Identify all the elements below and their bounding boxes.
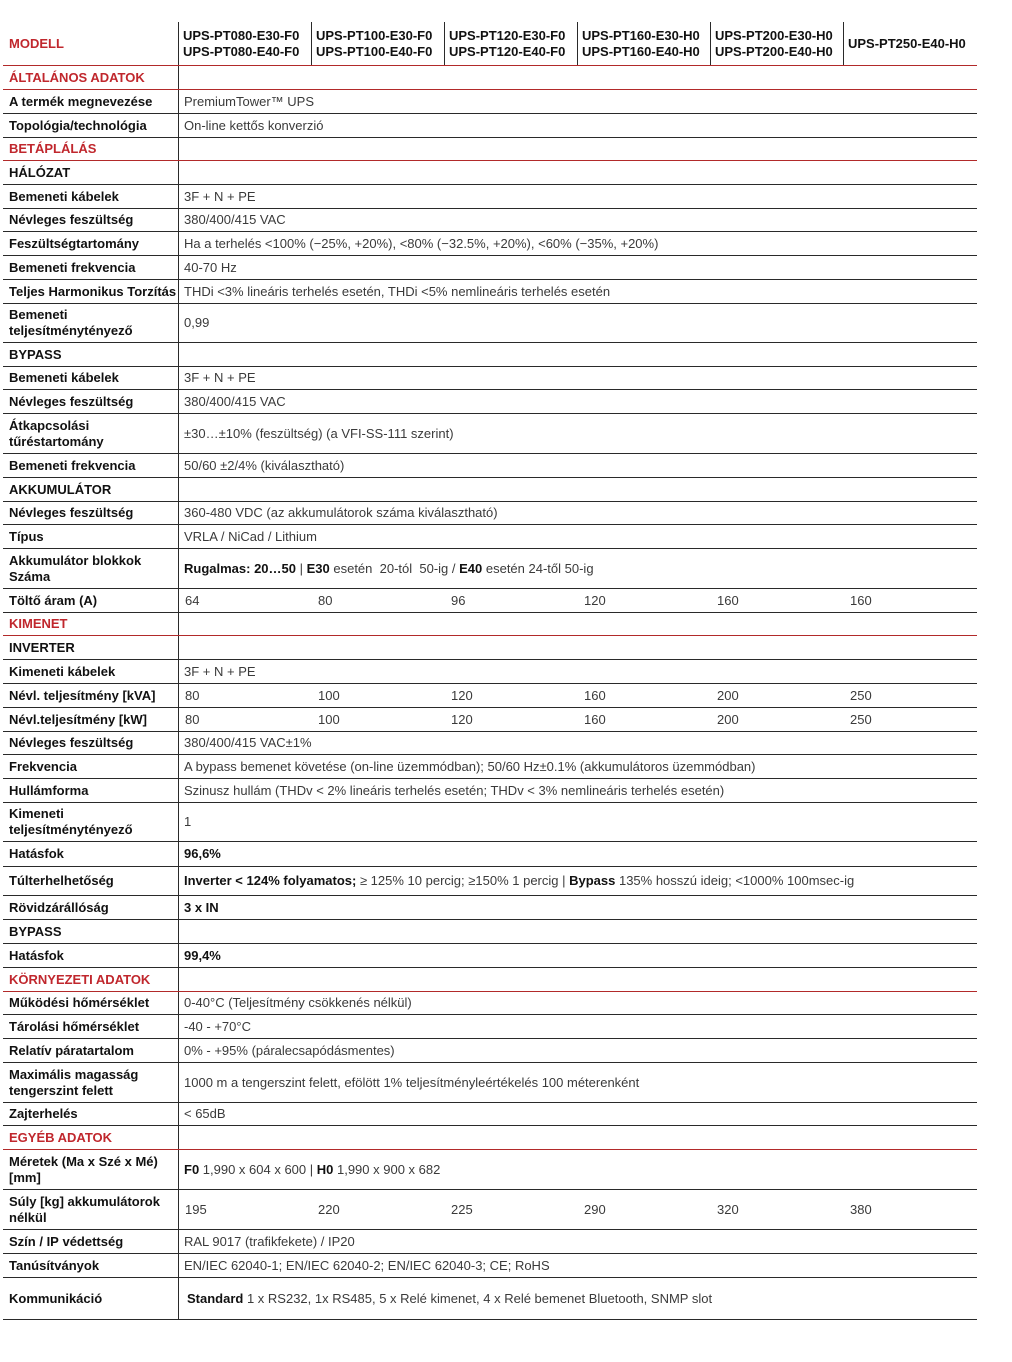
spec-row bbox=[3, 502, 977, 525]
row-value: 380/400/415 VAC±1% bbox=[184, 735, 312, 750]
column-value: 80 bbox=[318, 593, 333, 608]
row-label: Működési hőmérséklet bbox=[3, 992, 179, 1014]
spec-row bbox=[3, 589, 977, 613]
column-value: 64 bbox=[185, 593, 200, 608]
row-value: 360-480 VDC (az akkumulátorok száma kiválasztható) bbox=[184, 505, 498, 520]
row-label: Bemeneti teljesítménytényező bbox=[3, 304, 179, 342]
row-label: Bemeneti frekvencia bbox=[3, 454, 179, 477]
column-value: 290 bbox=[584, 1202, 606, 1217]
row-label: Bemeneti frekvencia bbox=[3, 256, 179, 279]
value-text: esetén 20-tól 50-ig / bbox=[329, 560, 460, 576]
row-label: Tárolási hőmérséklet bbox=[3, 1015, 179, 1038]
spec-row bbox=[3, 343, 977, 367]
spec-row bbox=[3, 1039, 977, 1063]
row-label: Átkapcsolási tűréstartomány bbox=[3, 414, 179, 453]
value-bold: E30 bbox=[306, 560, 330, 576]
empty-cell bbox=[179, 968, 977, 991]
row-value: -40 - +70°C bbox=[184, 1018, 251, 1034]
row-label: A termék megnevezése bbox=[3, 90, 179, 113]
row-value: ±30…±10% (feszültség) (a VFI-SS-111 szerint) bbox=[184, 425, 454, 441]
model-code: UPS-PT120-E40-F0 bbox=[449, 43, 566, 59]
spec-row bbox=[3, 90, 977, 114]
spec-row bbox=[3, 304, 977, 343]
section-row bbox=[3, 1126, 977, 1150]
column-value: 160 bbox=[850, 593, 872, 608]
row-label-part: Szín / bbox=[9, 1233, 47, 1249]
model-name bbox=[711, 22, 844, 65]
spec-table bbox=[3, 22, 977, 1320]
row-value: RAL 9017 (trafikfekete) / IP20 bbox=[184, 1233, 355, 1249]
model-columns bbox=[179, 22, 977, 65]
empty-cell bbox=[179, 478, 977, 501]
row-label: Relatív páratartalom bbox=[3, 1039, 179, 1062]
empty-cell bbox=[179, 161, 977, 184]
row-label bbox=[3, 1230, 179, 1253]
row-value: 3F + N + PE bbox=[184, 370, 256, 385]
row-label: BYPASS bbox=[3, 920, 179, 943]
section-title: KIMENET bbox=[3, 613, 179, 635]
empty-cell bbox=[179, 636, 977, 659]
value-bold: Inverter < 124% folyamatos; bbox=[184, 873, 357, 888]
spec-row bbox=[3, 209, 977, 232]
column-value: 250 bbox=[850, 712, 872, 727]
row-value bbox=[179, 842, 977, 866]
row-value: 380/400/415 VAC bbox=[184, 212, 286, 227]
column-value: 120 bbox=[451, 688, 473, 703]
row-label: Súly [kg] akkumulátorok nélkül bbox=[3, 1190, 179, 1229]
row-value: VRLA / NiCad / Lithium bbox=[184, 528, 317, 544]
section-title: ÁLTALÁNOS ADATOK bbox=[3, 66, 179, 89]
row-value-bold: 96,6% bbox=[184, 846, 221, 861]
row-label: HÁLÓZAT bbox=[3, 161, 179, 184]
row-label: Hatásfok bbox=[3, 944, 179, 967]
row-label: Zajterhelés bbox=[3, 1103, 179, 1125]
value-text: 1,990 x 604 x 600 | bbox=[199, 1161, 317, 1177]
row-value: 1000 m a tengerszint felett, efölött 1% teljesítményleértékelés 100 méterenként bbox=[184, 1074, 640, 1090]
spec-row bbox=[3, 280, 977, 304]
column-value: 380 bbox=[850, 1202, 872, 1217]
model-code: UPS-PT100-E30-F0 bbox=[316, 27, 433, 43]
row-values bbox=[179, 708, 983, 731]
column-value: 195 bbox=[185, 1202, 207, 1217]
spec-row bbox=[3, 867, 977, 896]
model-code: UPS-PT200-E40-H0 bbox=[715, 43, 833, 59]
row-label-part: IP bbox=[46, 1233, 59, 1249]
value-bold: Standard bbox=[187, 1290, 244, 1306]
row-value bbox=[179, 944, 977, 967]
row-value-bold: 99,4% bbox=[184, 947, 221, 963]
row-label: Névleges feszültség bbox=[3, 209, 179, 231]
row-label: Frekvencia bbox=[3, 755, 179, 778]
row-value bbox=[179, 896, 977, 919]
row-label: Hullámforma bbox=[3, 779, 179, 802]
value-bold: F0 bbox=[184, 1161, 200, 1177]
spec-row bbox=[3, 1230, 977, 1254]
row-values bbox=[179, 684, 983, 707]
model-code: UPS-PT250-E40-H0 bbox=[848, 35, 966, 51]
row-value: 3F + N + PE bbox=[184, 188, 256, 204]
spec-row bbox=[3, 684, 977, 708]
row-label: Méretek (Ma x Szé x Mé) [mm] bbox=[3, 1150, 179, 1189]
column-value: 160 bbox=[584, 688, 606, 703]
spec-row bbox=[3, 185, 977, 209]
column-value: 250 bbox=[850, 688, 872, 703]
row-label: Túlterhelhetőség bbox=[3, 867, 179, 895]
spec-row bbox=[3, 114, 977, 138]
spec-row bbox=[3, 1278, 977, 1320]
spec-row bbox=[3, 549, 977, 589]
column-value: 200 bbox=[717, 688, 739, 703]
spec-row bbox=[3, 732, 977, 755]
spec-row bbox=[3, 1190, 977, 1230]
spec-row bbox=[3, 256, 977, 280]
spec-row bbox=[3, 414, 977, 454]
section-title: EGYÉB ADATOK bbox=[3, 1126, 179, 1149]
value-bold: Rugalmas: 20…50 bbox=[184, 560, 296, 576]
row-label: Típus bbox=[3, 525, 179, 548]
row-values bbox=[179, 589, 983, 612]
model-code: UPS-PT080-E40-F0 bbox=[183, 43, 300, 59]
column-value: 100 bbox=[318, 712, 340, 727]
empty-cell bbox=[179, 613, 977, 635]
row-value-bold: 3 x IN bbox=[184, 899, 219, 915]
column-value: 96 bbox=[451, 593, 466, 608]
column-value: 225 bbox=[451, 1202, 473, 1217]
row-label: Kimeneti kábelek bbox=[3, 660, 179, 683]
column-value: 320 bbox=[717, 1202, 739, 1217]
row-label: Névl. teljesítmény [kVA] bbox=[3, 684, 179, 707]
value-bold: Bypass bbox=[569, 873, 616, 888]
row-value: Ha a terhelés <100% (−25%, +20%), <80% (−32.5%, +20%), <60% (−35%, +20%) bbox=[184, 235, 659, 251]
row-value: THDi <3% lineáris terhelés esetén, THDi <5% nemlineáris terhelés esetén bbox=[184, 283, 611, 299]
row-label: INVERTER bbox=[3, 636, 179, 659]
row-value bbox=[179, 867, 977, 895]
row-label: Hatásfok bbox=[3, 842, 179, 866]
model-name bbox=[844, 22, 974, 65]
section-row bbox=[3, 968, 977, 992]
row-value: 0-40°C (Teljesítmény csökkenés nélkül) bbox=[184, 995, 412, 1010]
column-value: 160 bbox=[584, 712, 606, 727]
spec-row bbox=[3, 708, 977, 732]
row-value: 0% - +95% (páralecsapódásmentes) bbox=[184, 1042, 395, 1058]
spec-row bbox=[3, 478, 977, 502]
row-label: Névleges feszültség bbox=[3, 502, 179, 524]
value-text: ≥ 125% 10 percig; ≥150% 1 percig | bbox=[356, 873, 570, 888]
row-value: EN/IEC 62040-1; EN/IEC 62040-2; EN/IEC 62040-3; CE; RoHS bbox=[184, 1257, 550, 1273]
spec-row bbox=[3, 454, 977, 478]
column-value: 100 bbox=[318, 688, 340, 703]
row-label: BYPASS bbox=[3, 343, 179, 366]
row-value: 40-70 Hz bbox=[184, 259, 237, 275]
row-value: Szinusz hullám (THDv < 2% lineáris terhelés esetén; THDv < 3% nemlineáris terhelés esetén) bbox=[184, 782, 725, 798]
row-label: AKKUMULÁTOR bbox=[3, 478, 179, 501]
row-label-part: védettség bbox=[58, 1233, 124, 1249]
spec-row bbox=[3, 1103, 977, 1126]
row-label: Kimeneti teljesítménytényező bbox=[3, 803, 179, 841]
value-bold: H0 bbox=[316, 1161, 334, 1177]
row-label: Tanúsítványok bbox=[3, 1254, 179, 1277]
row-label: Maximális magasság tengerszint felett bbox=[3, 1063, 179, 1102]
column-value: 80 bbox=[185, 712, 200, 727]
section-row bbox=[3, 613, 977, 636]
row-value bbox=[179, 1150, 977, 1189]
empty-cell bbox=[179, 1126, 977, 1149]
row-label: Névl.teljesítmény [kW] bbox=[3, 708, 179, 731]
column-value: 220 bbox=[318, 1202, 340, 1217]
value-bold: E40 bbox=[459, 560, 483, 576]
row-label: Névleges feszültség bbox=[3, 732, 179, 754]
row-label: Teljes Harmonikus Torzítás bbox=[3, 280, 179, 303]
model-name bbox=[179, 22, 312, 65]
spec-row bbox=[3, 232, 977, 256]
row-value bbox=[179, 1278, 977, 1319]
model-name bbox=[445, 22, 578, 65]
row-value: 50/60 ±2/4% (kiválasztható) bbox=[184, 457, 345, 473]
spec-row bbox=[3, 1150, 977, 1190]
row-label: Topológia/technológia bbox=[3, 114, 179, 137]
section-row bbox=[3, 66, 977, 90]
spec-row bbox=[3, 755, 977, 779]
column-value: 200 bbox=[717, 712, 739, 727]
model-name bbox=[578, 22, 711, 65]
row-label: Akkumulátor blokkok Száma bbox=[3, 549, 179, 588]
spec-row bbox=[3, 842, 977, 867]
spec-row bbox=[3, 920, 977, 944]
spec-row bbox=[3, 367, 977, 390]
row-value: On-line kettős konverzió bbox=[184, 117, 324, 133]
row-value: 3F + N + PE bbox=[184, 663, 256, 679]
empty-cell bbox=[179, 66, 977, 89]
model-code: UPS-PT120-E30-F0 bbox=[449, 27, 566, 43]
value-text: 1,990 x 900 x 682 bbox=[333, 1161, 441, 1177]
spec-row bbox=[3, 1015, 977, 1039]
section-row bbox=[3, 138, 977, 161]
value-text: 1 x RS232, 1x RS485, 5 x Relé kimenet, 4 x Relé bemenet Bluetooth, SNMP slot bbox=[243, 1290, 713, 1306]
value-text: esetén 24-től 50-ig bbox=[482, 560, 594, 576]
section-title: KÖRNYEZETI ADATOK bbox=[3, 968, 179, 991]
row-label: Rövidzárállóság bbox=[3, 896, 179, 919]
spec-row bbox=[3, 779, 977, 803]
model-name bbox=[312, 22, 445, 65]
empty-cell bbox=[179, 920, 977, 943]
row-label: Töltő áram (A) bbox=[3, 589, 179, 612]
header-label: MODELL bbox=[3, 22, 179, 65]
spec-row bbox=[3, 1063, 977, 1103]
header-row bbox=[3, 22, 977, 66]
spec-row bbox=[3, 636, 977, 660]
column-value: 120 bbox=[451, 712, 473, 727]
row-value: A bypass bemenet követése (on-line üzemmódban); 50/60 Hz±0.1% (akkumulátoros üzemmódban) bbox=[184, 758, 756, 774]
column-value: 120 bbox=[584, 593, 606, 608]
model-code: UPS-PT100-E40-F0 bbox=[316, 43, 433, 59]
spec-row bbox=[3, 944, 977, 968]
model-code: UPS-PT200-E30-H0 bbox=[715, 27, 833, 43]
row-label: Bemeneti kábelek bbox=[3, 367, 179, 389]
row-value: 0,99 bbox=[184, 315, 210, 330]
spec-row bbox=[3, 161, 977, 185]
row-value: 380/400/415 VAC bbox=[184, 393, 286, 409]
spec-row bbox=[3, 1254, 977, 1278]
value-text: | bbox=[296, 560, 307, 576]
row-label: Feszültségtartomány bbox=[3, 232, 179, 255]
spec-row bbox=[3, 390, 977, 414]
row-value: 1 bbox=[184, 814, 192, 829]
spec-row bbox=[3, 660, 977, 684]
row-label: Bemeneti kábelek bbox=[3, 185, 179, 208]
row-values bbox=[179, 1190, 983, 1229]
spec-row bbox=[3, 803, 977, 842]
model-code: UPS-PT080-E30-F0 bbox=[183, 27, 300, 43]
value-text: 135% hosszú ideig; <1000% 100msec-ig bbox=[615, 873, 855, 888]
row-label: Kommunikáció bbox=[3, 1278, 179, 1319]
row-value: < 65dB bbox=[184, 1106, 226, 1121]
empty-cell bbox=[179, 343, 977, 366]
empty-cell bbox=[179, 138, 977, 160]
row-value bbox=[179, 549, 977, 588]
model-code: UPS-PT160-E40-H0 bbox=[582, 43, 700, 59]
column-value: 160 bbox=[717, 593, 739, 608]
row-value: PremiumTower™ UPS bbox=[184, 93, 315, 109]
spec-row bbox=[3, 525, 977, 549]
row-label: Névleges feszültség bbox=[3, 390, 179, 413]
column-value: 80 bbox=[185, 688, 200, 703]
spec-row bbox=[3, 896, 977, 920]
section-title: BETÁPLÁLÁS bbox=[3, 138, 179, 160]
spec-row bbox=[3, 992, 977, 1015]
model-code: UPS-PT160-E30-H0 bbox=[582, 27, 700, 43]
